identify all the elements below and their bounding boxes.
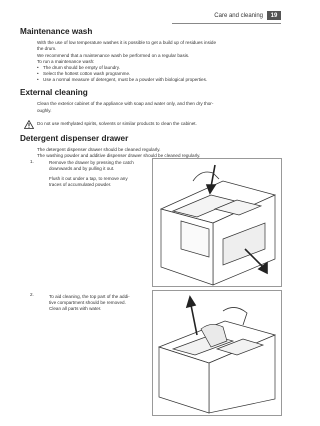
page-number: 19	[267, 11, 281, 20]
external-text-2: oughly.	[37, 108, 52, 113]
step-2-line-3: Clean all parts with water.	[49, 306, 102, 311]
figure-additive-compartment	[152, 290, 282, 416]
bullet-item: • The drum should be empty of laundry.	[37, 65, 121, 70]
header-rule	[172, 23, 281, 24]
heading-external-cleaning: External cleaning	[20, 88, 88, 97]
dispenser-intro-2: The washing powder and additive dispenser drawer should be cleaned regularly.	[37, 153, 201, 158]
step-1-line-3: Flush it out under a tap, to remove any	[49, 176, 128, 181]
heading-dispenser-drawer: Detergent dispenser drawer	[20, 134, 129, 143]
step-2-line-1: To aid cleaning, the top part of the addi-	[49, 294, 130, 299]
figure-drawer-removal	[152, 158, 282, 287]
page-header	[214, 11, 281, 20]
dispenser-intro-1: The detergent dispenser drawer should be cleaned regularly.	[37, 147, 161, 152]
external-text-1: Clean the exterior cabinet of the appliance with soap and water only, and then dry thor-	[37, 101, 214, 106]
step-1-line-4: traces of accumulated powder.	[49, 182, 112, 187]
step-1-line-2: downwards and by pulling it out.	[49, 166, 115, 171]
header-title: Care and cleaning	[214, 12, 263, 19]
maintenance-intro-3: We recommend that a maintenance wash be performed on a regular basis.	[37, 53, 190, 58]
step-2-number: 2.	[30, 292, 34, 297]
step-1-number: 1.	[30, 159, 34, 164]
warning-icon	[24, 120, 34, 129]
maintenance-intro-1: With the use of low temperature washes it is possible to get a build up of residues inside	[37, 40, 216, 45]
bullet-item: • Use a normal measure of detergent, must be a powder with biological properties.	[37, 77, 208, 82]
step-2-line-2: tive compartment should be removed.	[49, 300, 126, 305]
bullet-item: • Select the hottest cotton wash programme.	[37, 71, 131, 76]
external-warning: Do not use methylated spirits, solvents or similar products to clean the cabinet.	[37, 121, 197, 126]
heading-maintenance-wash: Maintenance wash	[20, 27, 93, 36]
maintenance-intro-4: To run a maintenance wash:	[37, 59, 95, 64]
maintenance-intro-2: the drum.	[37, 46, 57, 51]
step-1-line-1: Remove the drawer by pressing the catch	[49, 160, 134, 165]
